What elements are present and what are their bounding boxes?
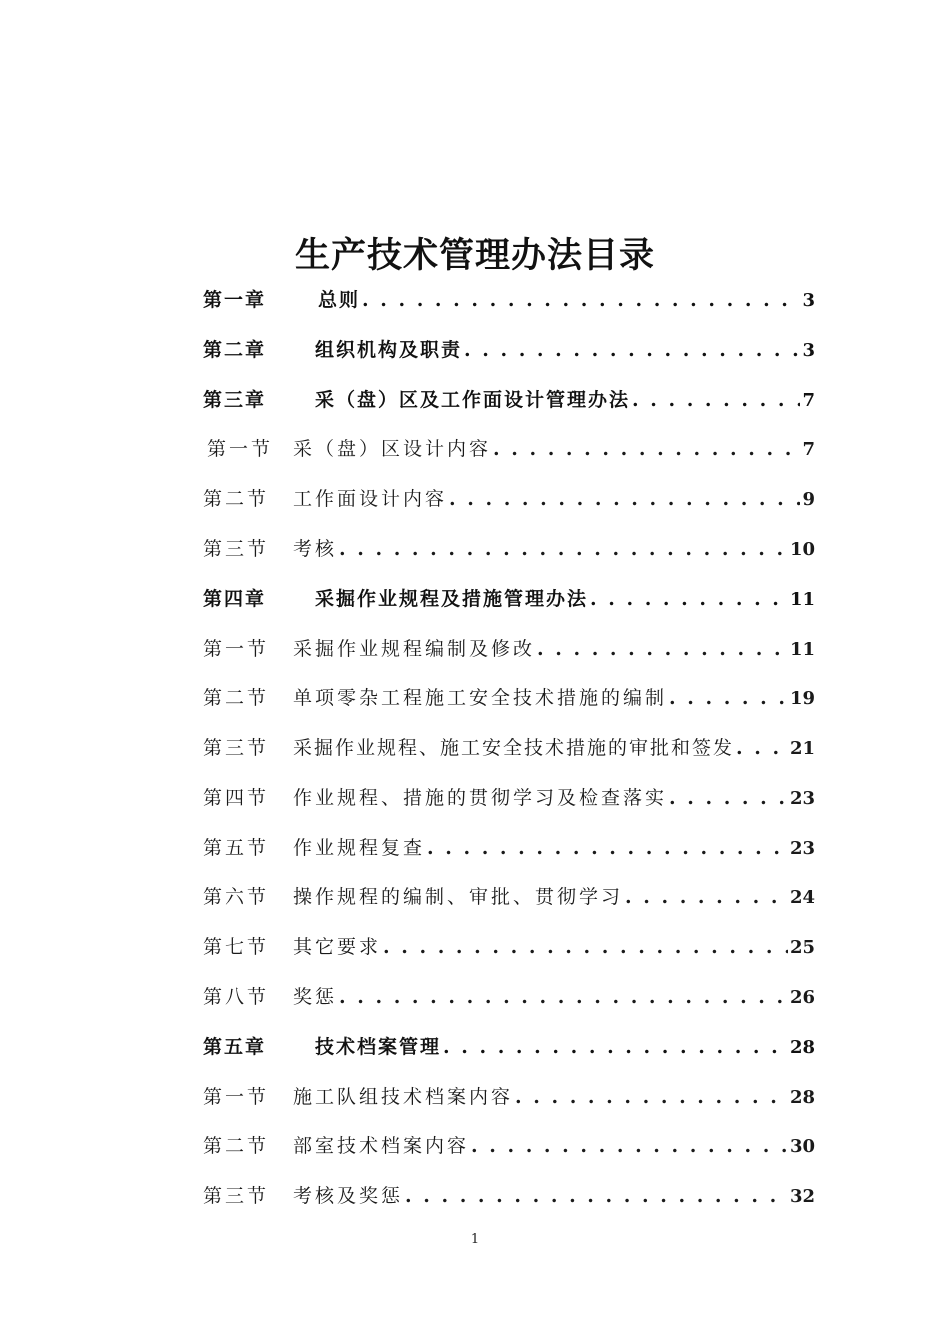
toc-entry-page: 3 bbox=[802, 290, 815, 311]
dot-leader bbox=[337, 982, 788, 1012]
toc-entry-text: 考核及奖惩 bbox=[293, 1185, 404, 1207]
toc-entry-text: 采掘作业规程、施工安全技术措施的审批和签发 bbox=[293, 737, 735, 759]
toc-entry[interactable] bbox=[203, 833, 815, 863]
dot-leader bbox=[491, 434, 800, 464]
toc-entry-page: 23 bbox=[789, 788, 815, 809]
toc-entry-text: 其它要求 bbox=[293, 936, 382, 958]
toc-title: 生产技术管理办法目录 bbox=[294, 236, 655, 276]
toc-entry[interactable] bbox=[203, 683, 815, 713]
toc-entry-text: 采（盘）区设计内容 bbox=[293, 438, 492, 460]
toc-entry-page: 7 bbox=[802, 390, 815, 411]
dot-leader bbox=[535, 634, 788, 664]
toc-entry-text: 考核 bbox=[293, 538, 338, 560]
toc-entry[interactable] bbox=[203, 484, 815, 514]
toc-entry-text: 操作规程的编制、审批、贯彻学习 bbox=[293, 886, 624, 908]
dot-leader bbox=[447, 484, 800, 514]
dot-leader bbox=[588, 584, 788, 614]
toc-entry-page: 7 bbox=[802, 439, 815, 460]
dot-leader bbox=[403, 1181, 788, 1211]
toc-entry[interactable] bbox=[203, 584, 815, 614]
toc-entry-page: 26 bbox=[789, 987, 815, 1008]
toc-entry-label: 第六节 bbox=[203, 886, 270, 908]
toc-entry-page: 24 bbox=[789, 887, 815, 908]
toc-entry[interactable] bbox=[203, 534, 815, 564]
toc-entry-label: 第四章 bbox=[203, 588, 267, 610]
toc-entry-label: 第五节 bbox=[203, 837, 270, 859]
toc-entry-label: 第二节 bbox=[203, 687, 270, 709]
toc-entry-label: 第三节 bbox=[203, 1185, 270, 1207]
dot-leader bbox=[630, 385, 800, 415]
toc-entry-page: 32 bbox=[789, 1186, 815, 1207]
toc-entry[interactable] bbox=[203, 882, 815, 912]
toc-entry[interactable] bbox=[203, 335, 815, 365]
toc-entry-label: 第一章 bbox=[203, 289, 267, 311]
toc-entry-page: 28 bbox=[789, 1037, 815, 1058]
toc-entry[interactable] bbox=[203, 783, 815, 813]
toc-entry-label: 第一节 bbox=[203, 1086, 270, 1108]
toc-entry-page: 11 bbox=[789, 639, 815, 660]
dot-leader bbox=[360, 285, 800, 315]
dot-leader bbox=[337, 534, 788, 564]
toc-entry-text: 奖惩 bbox=[293, 986, 338, 1008]
toc-entry[interactable] bbox=[203, 982, 815, 1012]
toc-entry-label: 第二节 bbox=[203, 1135, 270, 1157]
dot-leader bbox=[623, 882, 788, 912]
toc-entry-label: 第一节 bbox=[207, 438, 274, 460]
toc-entry-page: 9 bbox=[802, 489, 815, 510]
dot-leader bbox=[667, 783, 788, 813]
dot-leader bbox=[381, 932, 788, 962]
toc-entry-page: 21 bbox=[789, 738, 815, 759]
toc-entry[interactable] bbox=[203, 285, 815, 315]
toc-entry-label: 第五章 bbox=[203, 1036, 267, 1058]
dot-leader bbox=[513, 1082, 788, 1112]
toc-entry-label: 第八节 bbox=[203, 986, 270, 1008]
dot-leader bbox=[462, 335, 800, 365]
toc-entry[interactable] bbox=[203, 1181, 815, 1211]
toc-entry-label: 第三章 bbox=[203, 389, 267, 411]
toc-entry-label: 第一节 bbox=[203, 638, 270, 660]
toc-entry-text: 作业规程复查 bbox=[293, 837, 426, 859]
toc-entry[interactable] bbox=[203, 932, 815, 962]
dot-leader bbox=[441, 1032, 788, 1062]
dot-leader bbox=[734, 733, 788, 763]
toc-entry-page: 25 bbox=[789, 937, 815, 958]
toc-entry[interactable] bbox=[203, 1131, 815, 1161]
toc-entry[interactable] bbox=[203, 733, 815, 763]
toc-entry-page: 23 bbox=[789, 838, 815, 859]
toc-entry-text: 采掘作业规程编制及修改 bbox=[293, 638, 536, 660]
toc-entry-text: 工作面设计内容 bbox=[293, 488, 448, 510]
toc-entry-label: 第二节 bbox=[203, 488, 270, 510]
toc-entry-label: 第二章 bbox=[203, 339, 267, 361]
toc-entry-text: 单项零杂工程施工安全技术措施的编制 bbox=[293, 687, 668, 709]
toc-entry-text: 采（盘）区及工作面设计管理办法 bbox=[315, 389, 631, 411]
toc-entry[interactable] bbox=[203, 1032, 815, 1062]
toc-entry-page: 19 bbox=[789, 688, 815, 709]
toc-entry-label: 第七节 bbox=[203, 936, 270, 958]
toc-entry[interactable] bbox=[203, 1082, 815, 1112]
toc-entry-page: 28 bbox=[789, 1087, 815, 1108]
toc-entry-text: 作业规程、措施的贯彻学习及检查落实 bbox=[293, 787, 668, 809]
page-number: 1 bbox=[470, 1232, 480, 1247]
toc-entry[interactable] bbox=[203, 385, 815, 415]
toc-entry-text: 技术档案管理 bbox=[315, 1036, 442, 1058]
toc-entry[interactable] bbox=[203, 634, 815, 664]
toc-entry-page: 30 bbox=[789, 1136, 815, 1157]
toc-entry-page: 11 bbox=[789, 589, 815, 610]
toc-entry-text: 采掘作业规程及措施管理办法 bbox=[315, 588, 589, 610]
toc-entry-text: 施工队组技术档案内容 bbox=[293, 1086, 514, 1108]
toc-entry-text: 组织机构及职责 bbox=[315, 339, 463, 361]
dot-leader bbox=[469, 1131, 788, 1161]
toc-entry-label: 第三节 bbox=[203, 538, 270, 560]
toc-entry-label: 第三节 bbox=[203, 737, 270, 759]
toc-entry-text: 总则 bbox=[318, 289, 361, 311]
toc-entry[interactable] bbox=[203, 434, 815, 464]
toc-entry-label: 第四节 bbox=[203, 787, 270, 809]
toc-entry-page: 10 bbox=[789, 539, 815, 560]
dot-leader bbox=[425, 833, 788, 863]
toc-entry-page: 3 bbox=[802, 340, 815, 361]
dot-leader bbox=[667, 683, 788, 713]
toc-entry-text: 部室技术档案内容 bbox=[293, 1135, 470, 1157]
